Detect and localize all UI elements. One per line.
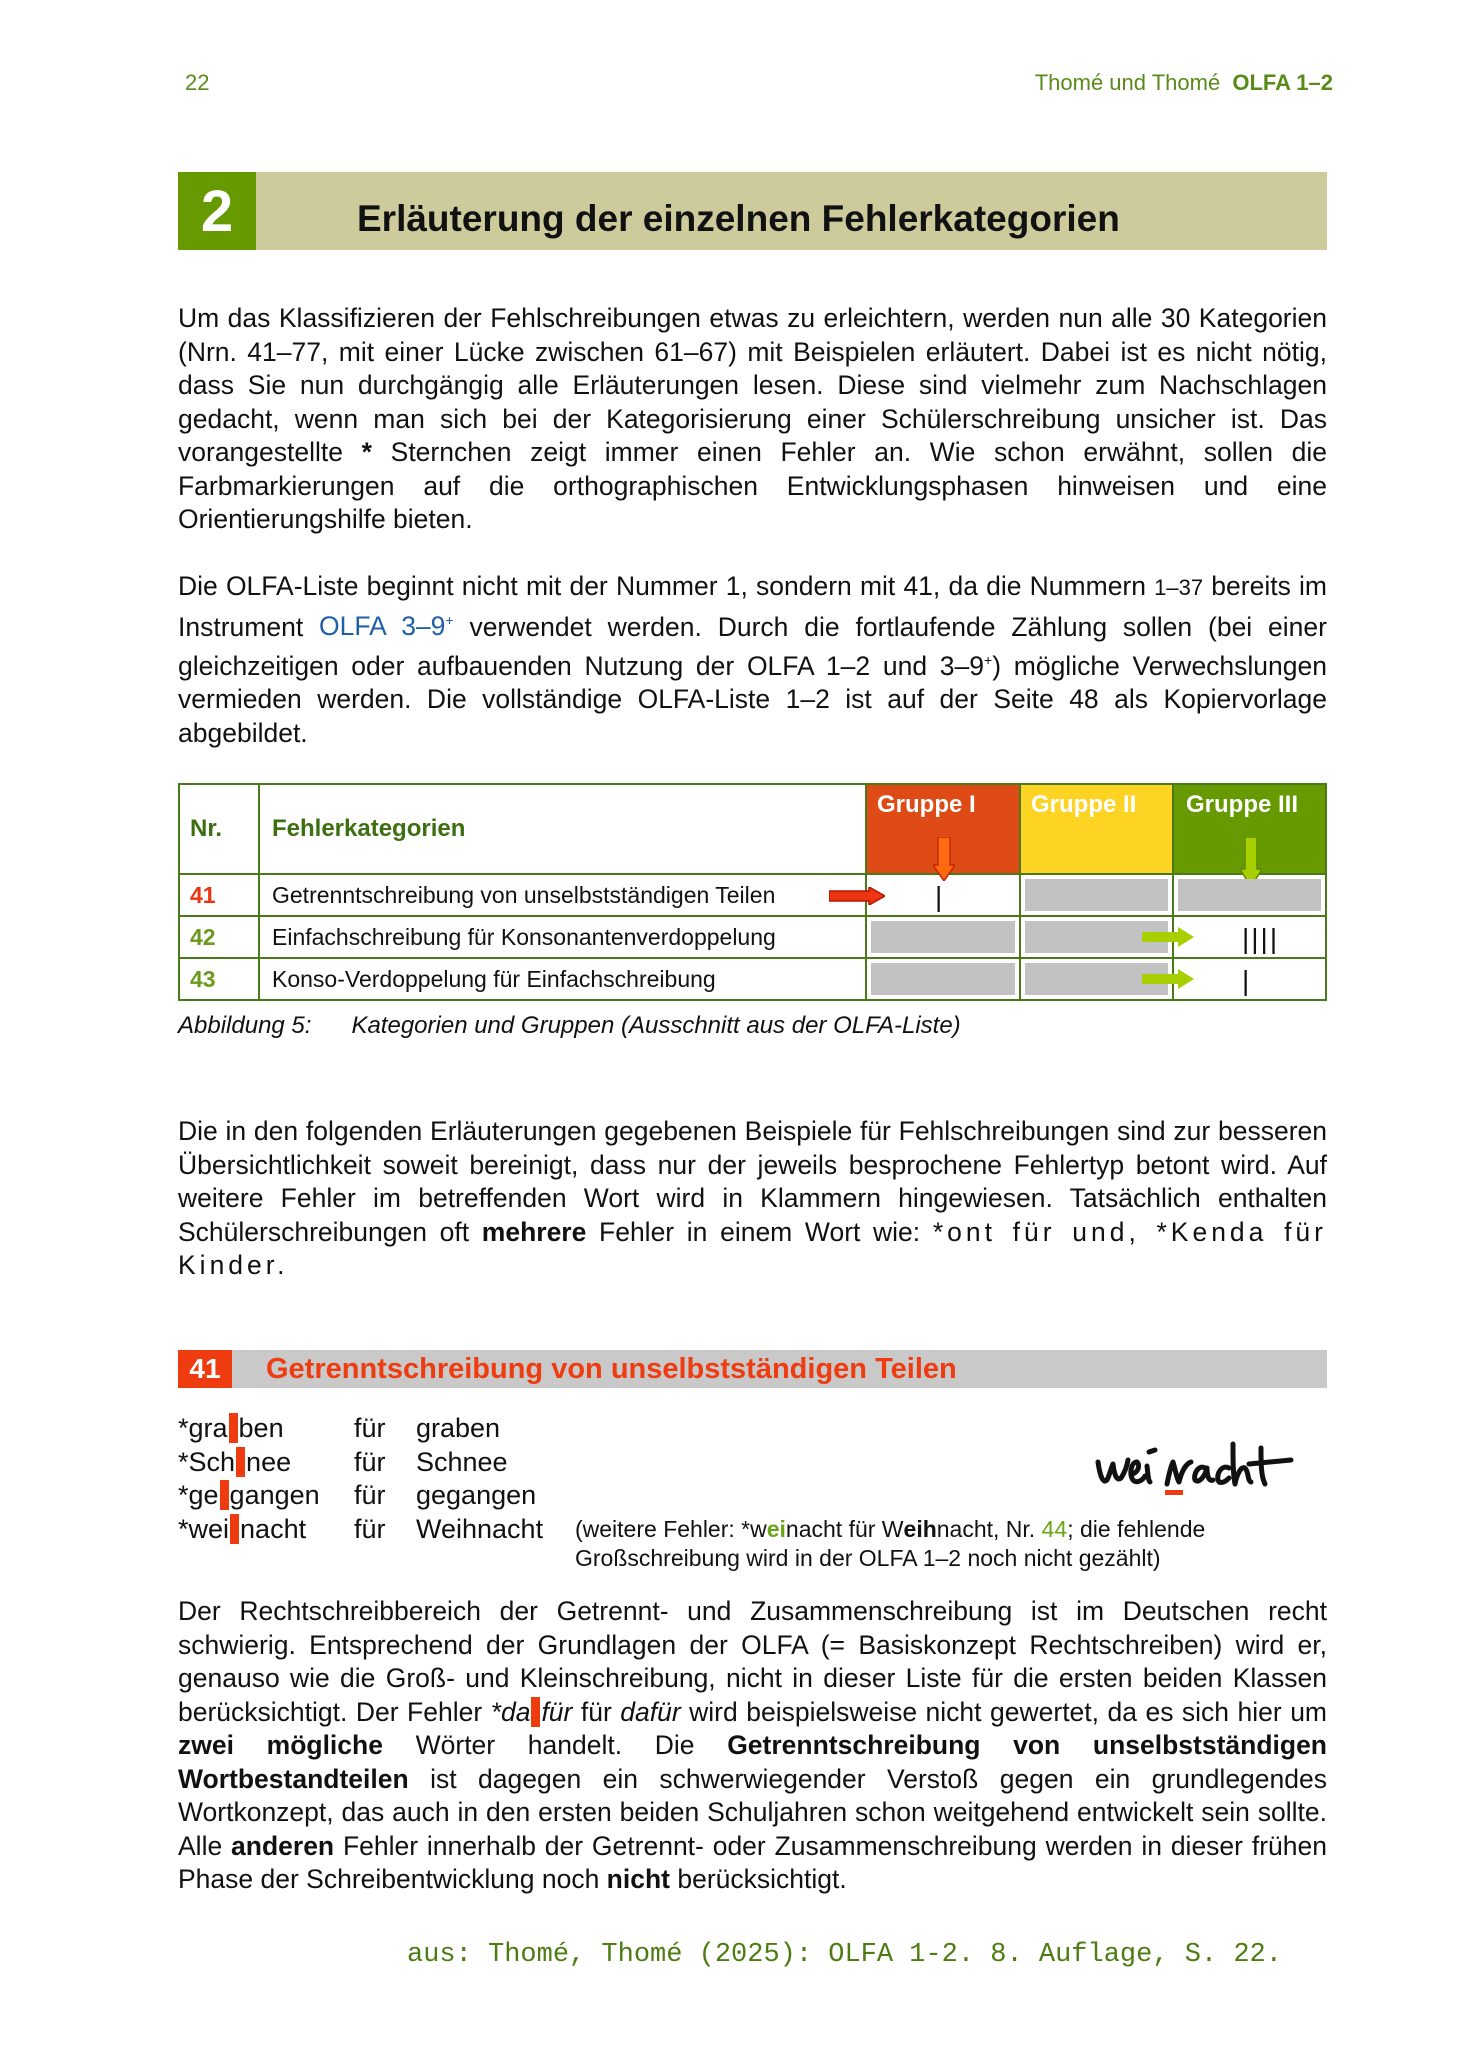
text: Fehler innerhalb der Getrennt- oder Zusammenschreibung werden in dieser frühen Phase der Schreibentwicklung noch <box>178 1830 1327 1894</box>
column-header-category: Fehlerkategorien <box>259 784 866 874</box>
text: bereits im Instrument <box>178 571 1327 642</box>
group-2-cell <box>1020 874 1173 916</box>
correct-spelling: gegangen <box>416 1480 537 1510</box>
bold-text: zwei mögliche <box>178 1730 383 1760</box>
example-italic: dafür <box>620 1696 681 1727</box>
section-41-paragraph <box>178 1595 1327 1897</box>
example-italic: für <box>541 1696 573 1727</box>
row-category: Konso-Verdoppelung für Einfachschreibung <box>259 958 866 1000</box>
for-label: für <box>354 1513 386 1544</box>
list-item <box>178 1479 543 1513</box>
row-number: 42 <box>179 916 259 958</box>
text: Fehler in einem Wort wie: <box>586 1216 933 1247</box>
chapter-number: 2 <box>178 172 256 250</box>
text: *ge <box>178 1480 219 1510</box>
text: gangen <box>229 1480 320 1510</box>
column-header-group-3 <box>1173 784 1326 874</box>
text: für <box>572 1696 621 1727</box>
highlight: ei <box>766 1516 786 1542</box>
additional-errors-note <box>575 1515 1205 1573</box>
column-header-group-2 <box>1020 784 1173 874</box>
olfa-category-table <box>178 783 1327 1001</box>
group-1-cell <box>866 874 1020 916</box>
group-3-label: Gruppe III <box>1186 791 1299 818</box>
text: berücksichtigt. <box>669 1864 847 1894</box>
number-range: 1–37 <box>1154 575 1204 600</box>
disabled-cell <box>1025 879 1168 911</box>
bold-text: Getrenntschreibung von unselbstständigen Wortbestandteilen <box>178 1730 1327 1794</box>
group-3-cell <box>1173 958 1326 1000</box>
text: nee <box>246 1446 292 1477</box>
text: ; die fehlende <box>1067 1516 1206 1542</box>
group-2-label: Gruppe II <box>1031 791 1137 818</box>
example-italic: *da <box>490 1696 531 1727</box>
disabled-cell <box>871 921 1015 953</box>
text: ben <box>238 1413 284 1443</box>
text: verwendet werden. Durch die fortlaufende Zählung sollen (bei einer gleichzeitigen oder aufbauenden Nutzung der OLFA 1–2 und 3–9 <box>178 611 1327 681</box>
text: nacht für W <box>785 1516 904 1542</box>
gap-marker <box>220 1480 229 1510</box>
gap-marker <box>230 1514 239 1544</box>
superscript: + <box>445 612 454 629</box>
group-1-cell <box>866 958 1020 1000</box>
text: wird beispielsweise nicht gewertet, da es sich hier um <box>680 1696 1328 1727</box>
category-label: Getrenntschreibung von unselbstständigen Teilen <box>272 881 776 908</box>
intro-paragraph-1 <box>178 302 1327 537</box>
intro-paragraph-3 <box>178 1115 1327 1283</box>
table-row <box>179 916 1326 958</box>
text: Um das Klassifizieren der Fehlschreibungen etwas zu erleichtern, werden nun alle 30 Kategorien (Nrn. 41–77, mit einer Lücke zwischen 61–67) mit Beispielen erläutert. Dabei ist es nicht nötig, dass Sie nun durchgängig alle Erläuterungen lesen. Diese sind vielmehr zum Nachschlagen gedacht, wenn man sich bei der Kategorisierung einer Schülerschreibung unsicher ist. Das vorangestellte <box>178 303 1327 467</box>
text: (weitere Fehler: *w <box>575 1516 767 1542</box>
text: nacht <box>240 1513 307 1544</box>
asterisk: * <box>361 437 372 467</box>
source-citation: aus: Thomé, Thomé (2025): OLFA 1-2. 8. Auflage, S. 22. <box>407 1940 1282 1970</box>
link-text: OLFA 3–9 <box>319 611 446 642</box>
spaced-example: *ont für und, *Kenda für Kinder. <box>178 1216 1327 1280</box>
correct-spelling: Schnee <box>416 1446 508 1477</box>
correct-spelling: Weihnacht <box>416 1513 544 1544</box>
handwriting-sample-image <box>1095 1440 1305 1500</box>
text: Sternchen zeigt immer einen Fehler an. Wie schon erwähnt, sollen die Farbmarkierungen auf die orthographischen Entwicklungsphasen hinweisen und eine Orientierungshilfe bieten. <box>178 437 1327 534</box>
note-line-1 <box>575 1515 1205 1544</box>
text: Wörter handelt. Die <box>382 1730 728 1760</box>
row-category: Einfachschreibung für Konsonantenverdoppelung <box>259 916 866 958</box>
group-2-cell <box>1020 958 1173 1000</box>
superscript: + <box>984 651 993 668</box>
group-1-label: Gruppe I <box>877 791 976 818</box>
disabled-cell <box>1178 879 1321 911</box>
row-number: 43 <box>179 958 259 1000</box>
section-title: Getrenntschreibung von unselbstständigen Teilen <box>266 1353 957 1385</box>
running-header-product: OLFA 1–2 <box>1232 70 1333 95</box>
group-2-cell <box>1020 916 1173 958</box>
text: nacht, Nr. <box>936 1516 1042 1542</box>
table-header-row <box>179 784 1326 874</box>
gap-marker <box>229 1413 238 1443</box>
group-3-cell <box>1173 874 1326 916</box>
page-number: 22 <box>185 70 210 95</box>
group-1-cell <box>866 916 1020 958</box>
bold-text: eih <box>903 1516 937 1542</box>
misspelling <box>178 1412 354 1446</box>
disabled-cell <box>871 963 1015 995</box>
column-header-group-1 <box>866 784 1020 874</box>
text: ist dagegen ein schwerwiegender Verstoß gegen ein grundlegendes Wortkonzept, das auch in den ersten beiden Schuljahren schon weitgehend entwickelt sein sollte. Alle <box>178 1763 1327 1861</box>
correct-spelling: graben <box>416 1413 501 1443</box>
list-item <box>178 1412 543 1446</box>
category-reference: 44 <box>1041 1516 1068 1542</box>
gap-marker <box>236 1447 245 1477</box>
chapter-title: Erläuterung der einzelnen Fehlerkategorien <box>357 198 1120 239</box>
caption-label: Abbildung 5: <box>178 1012 312 1039</box>
group-3-cell <box>1173 916 1326 958</box>
figure-caption <box>178 1012 961 1040</box>
tally-marks: |||| <box>1242 923 1280 954</box>
bold-text: anderen <box>231 1830 335 1861</box>
text: ) mögliche Verwechslungen vermieden werden. Die vollständige OLFA-Liste 1–2 ist auf der Seite 48 als Kopiervorlage abgebildet. <box>178 650 1327 748</box>
table-row <box>179 874 1326 916</box>
text: Die OLFA-Liste beginnt nicht mit der Nummer 1, sondern mit 41, da die Nummern <box>178 571 1155 601</box>
intro-paragraph-2 <box>178 570 1327 750</box>
list-item <box>178 1446 543 1480</box>
row-category <box>259 874 866 916</box>
for-label: für <box>354 1480 386 1510</box>
running-header <box>1035 70 1333 96</box>
running-header-authors: Thomé und Thomé <box>1034 70 1221 95</box>
text: Die in den folgenden Erläuterungen gegebenen Beispiele für Fehlschreibungen sind zur besseren Übersichtlichkeit soweit bereinigt, dass nur der jeweils besprochene Fehlertyp betont wird. Auf weitere Fehler im betreffenden Wort wird in Klammern hingewiesen. Tatsächlich enthalten Schülerschreibungen oft <box>178 1116 1327 1247</box>
gap-marker <box>531 1697 540 1727</box>
misspelling <box>178 1479 354 1513</box>
example-list <box>178 1412 543 1546</box>
for-label: für <box>354 1413 386 1443</box>
text: *Sch <box>178 1446 236 1477</box>
row-number: 41 <box>179 874 259 916</box>
text: *gra <box>178 1413 228 1443</box>
bold-text: mehrere <box>481 1216 587 1247</box>
column-header-nr: Nr. <box>179 784 259 874</box>
caption-text: Kategorien und Gruppen (Ausschnitt aus der OLFA-Liste) <box>351 1012 961 1039</box>
tally-marks: | <box>935 881 945 912</box>
list-item <box>178 1513 543 1547</box>
olfa-3-9-link[interactable] <box>319 611 454 641</box>
for-label: für <box>354 1446 386 1477</box>
text: *wei <box>178 1513 230 1544</box>
table-row <box>179 958 1326 1000</box>
tally-marks: | <box>1242 965 1252 996</box>
section-number: 41 <box>178 1350 232 1388</box>
text: Der Rechtschreibbereich der Getrennt- und Zusammenschreibung ist im Deutschen recht schwierig. Entsprechend der Grundlagen der OLFA (= Basiskonzept Rechtschreiben) wird er, genauso wie die Groß- und Kleinschreibung, nicht in dieser Liste für die ersten beiden Klassen berücksichtigt. Der Fehler <box>178 1596 1327 1727</box>
misspelling <box>178 1513 354 1547</box>
misspelling <box>178 1446 354 1480</box>
note-line-2: Großschreibung wird in der OLFA 1–2 noch nicht gezählt) <box>575 1545 1161 1571</box>
bold-text: nicht <box>606 1864 670 1894</box>
